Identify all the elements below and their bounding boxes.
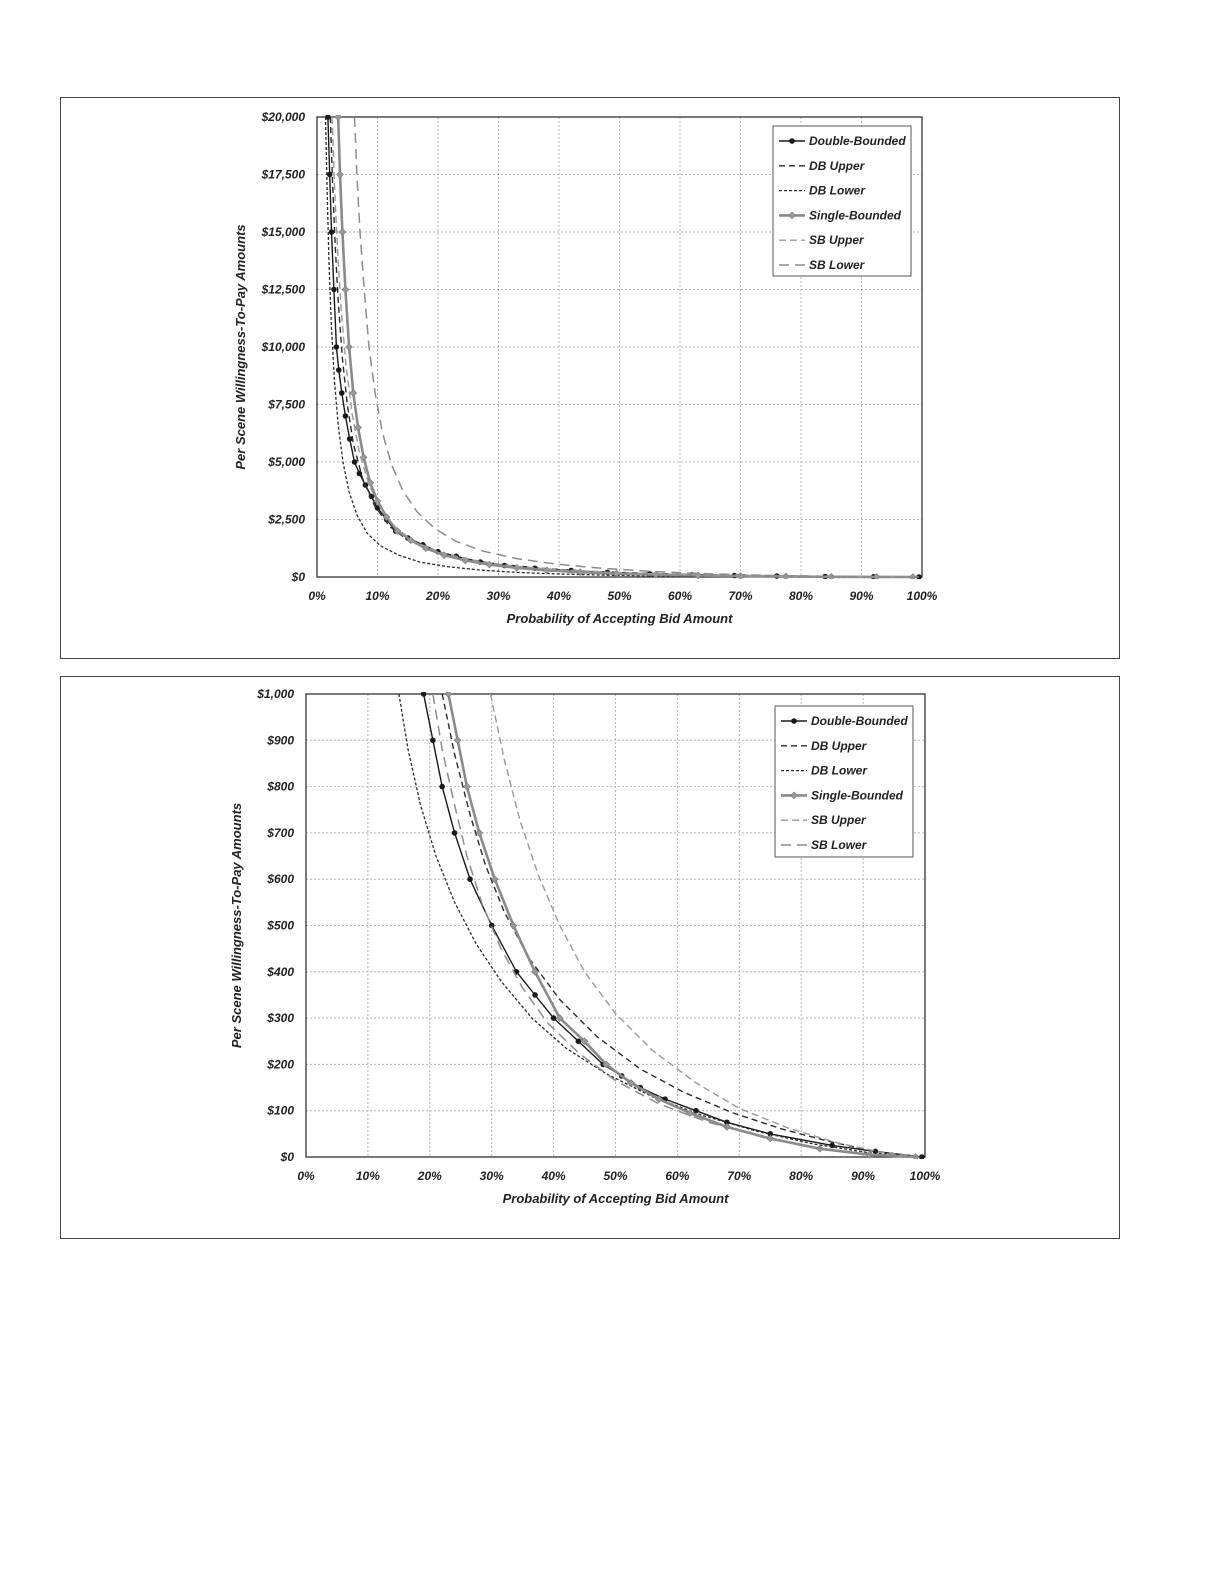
data-point [352, 459, 358, 465]
data-point [421, 691, 427, 697]
legend-marker [791, 718, 797, 724]
x-tick-label: 10% [365, 589, 390, 603]
legend-label: SB Upper [811, 813, 866, 828]
data-point [430, 738, 436, 744]
y-tick-label: $600 [267, 872, 294, 887]
chart-bottom-svg [61, 677, 1119, 1238]
legend-label: Single-Bounded [809, 208, 901, 223]
data-point [343, 413, 349, 419]
legend-box [773, 126, 911, 276]
y-tick-label: $800 [267, 779, 294, 794]
legend-label: Double-Bounded [809, 134, 906, 148]
data-point [350, 390, 357, 397]
x-tick-label: 70% [728, 589, 753, 603]
data-point [339, 229, 346, 236]
x-tick-label: 30% [479, 1169, 504, 1183]
x-tick-label: 50% [607, 589, 632, 603]
data-point [551, 1015, 557, 1021]
y-tick-label: $0 [280, 1150, 294, 1164]
x-tick-label: 50% [603, 1169, 628, 1183]
x-tick-label: 60% [665, 1169, 690, 1183]
x-tick-label: 60% [667, 589, 693, 603]
x-tick-label: 80% [789, 1169, 814, 1183]
data-point [335, 114, 342, 121]
x-tick-label: 90% [849, 589, 874, 603]
y-tick-label: $10,000 [261, 340, 305, 354]
data-point [454, 737, 461, 744]
data-point [464, 783, 471, 790]
legend-marker [789, 138, 795, 144]
data-point [452, 830, 458, 836]
data-point [342, 286, 349, 293]
data-point [331, 287, 337, 293]
data-point [346, 344, 353, 351]
legend-label: DB Upper [811, 738, 867, 753]
x-tick-label: 0% [308, 589, 326, 603]
y-tick-label: $0 [291, 570, 305, 584]
chart-top-svg [61, 98, 1119, 658]
legend-label: SB Lower [811, 838, 867, 852]
legend-label: DB Lower [809, 183, 866, 198]
y-tick-label: $7,500 [268, 397, 305, 412]
legend-box [775, 706, 913, 857]
x-axis-label: Probability of Accepting Bid Amount [502, 1191, 729, 1206]
data-point [445, 691, 452, 698]
x-tick-label: 0% [297, 1169, 315, 1183]
x-tick-label: 80% [788, 589, 814, 603]
y-tick-label: $17,500 [261, 167, 305, 182]
x-tick-label: 30% [486, 589, 511, 603]
data-point [339, 390, 345, 396]
data-point [329, 229, 335, 235]
chart-panel-bottom [60, 676, 1120, 1239]
x-tick-label: 20% [425, 589, 451, 603]
y-tick-label: $15,000 [261, 225, 305, 239]
y-axis-label: Per Scene Willingness-To-Pay Amounts [229, 802, 244, 1049]
legend-label: DB Lower [811, 763, 868, 778]
data-point [439, 784, 445, 790]
y-tick-label: $100 [267, 1103, 294, 1118]
data-point [336, 367, 342, 373]
x-tick-label: 90% [851, 1169, 876, 1183]
chart-panel-top [60, 97, 1120, 659]
x-tick-label: 20% [417, 1169, 442, 1183]
data-point [337, 171, 344, 178]
legend-label: SB Upper [809, 233, 864, 248]
x-tick-label: 100% [906, 589, 938, 603]
x-tick-label: 10% [355, 1169, 380, 1183]
y-axis-label: Per Scene Willingness-To-Pay Amounts [233, 224, 248, 470]
y-tick-label: $500 [267, 918, 294, 933]
y-tick-label: $300 [267, 1011, 294, 1026]
y-tick-label: $200 [267, 1057, 294, 1072]
y-tick-label: $700 [267, 825, 294, 840]
y-tick-label: $5,000 [268, 455, 305, 469]
y-tick-label: $2,500 [268, 512, 305, 527]
x-tick-label: 100% [909, 1169, 941, 1183]
y-tick-label: $400 [267, 964, 294, 979]
data-point [532, 992, 538, 998]
x-axis-label: Probability of Accepting Bid Amount [506, 611, 733, 626]
data-point [467, 876, 473, 882]
y-tick-label: $12,500 [261, 282, 305, 297]
data-point [767, 1135, 774, 1142]
y-tick-label: $1,000 [257, 687, 294, 701]
data-point [576, 1038, 582, 1044]
x-tick-label: 40% [541, 1169, 566, 1183]
y-tick-label: $900 [267, 733, 294, 748]
legend-label: SB Lower [809, 258, 865, 272]
x-tick-label: 40% [546, 589, 572, 603]
y-tick-label: $20,000 [261, 110, 305, 124]
data-point [334, 344, 340, 350]
legend-label: DB Upper [809, 158, 865, 173]
x-tick-label: 70% [727, 1169, 752, 1183]
legend-label: Single-Bounded [811, 788, 903, 803]
legend-label: Double-Bounded [811, 714, 908, 728]
